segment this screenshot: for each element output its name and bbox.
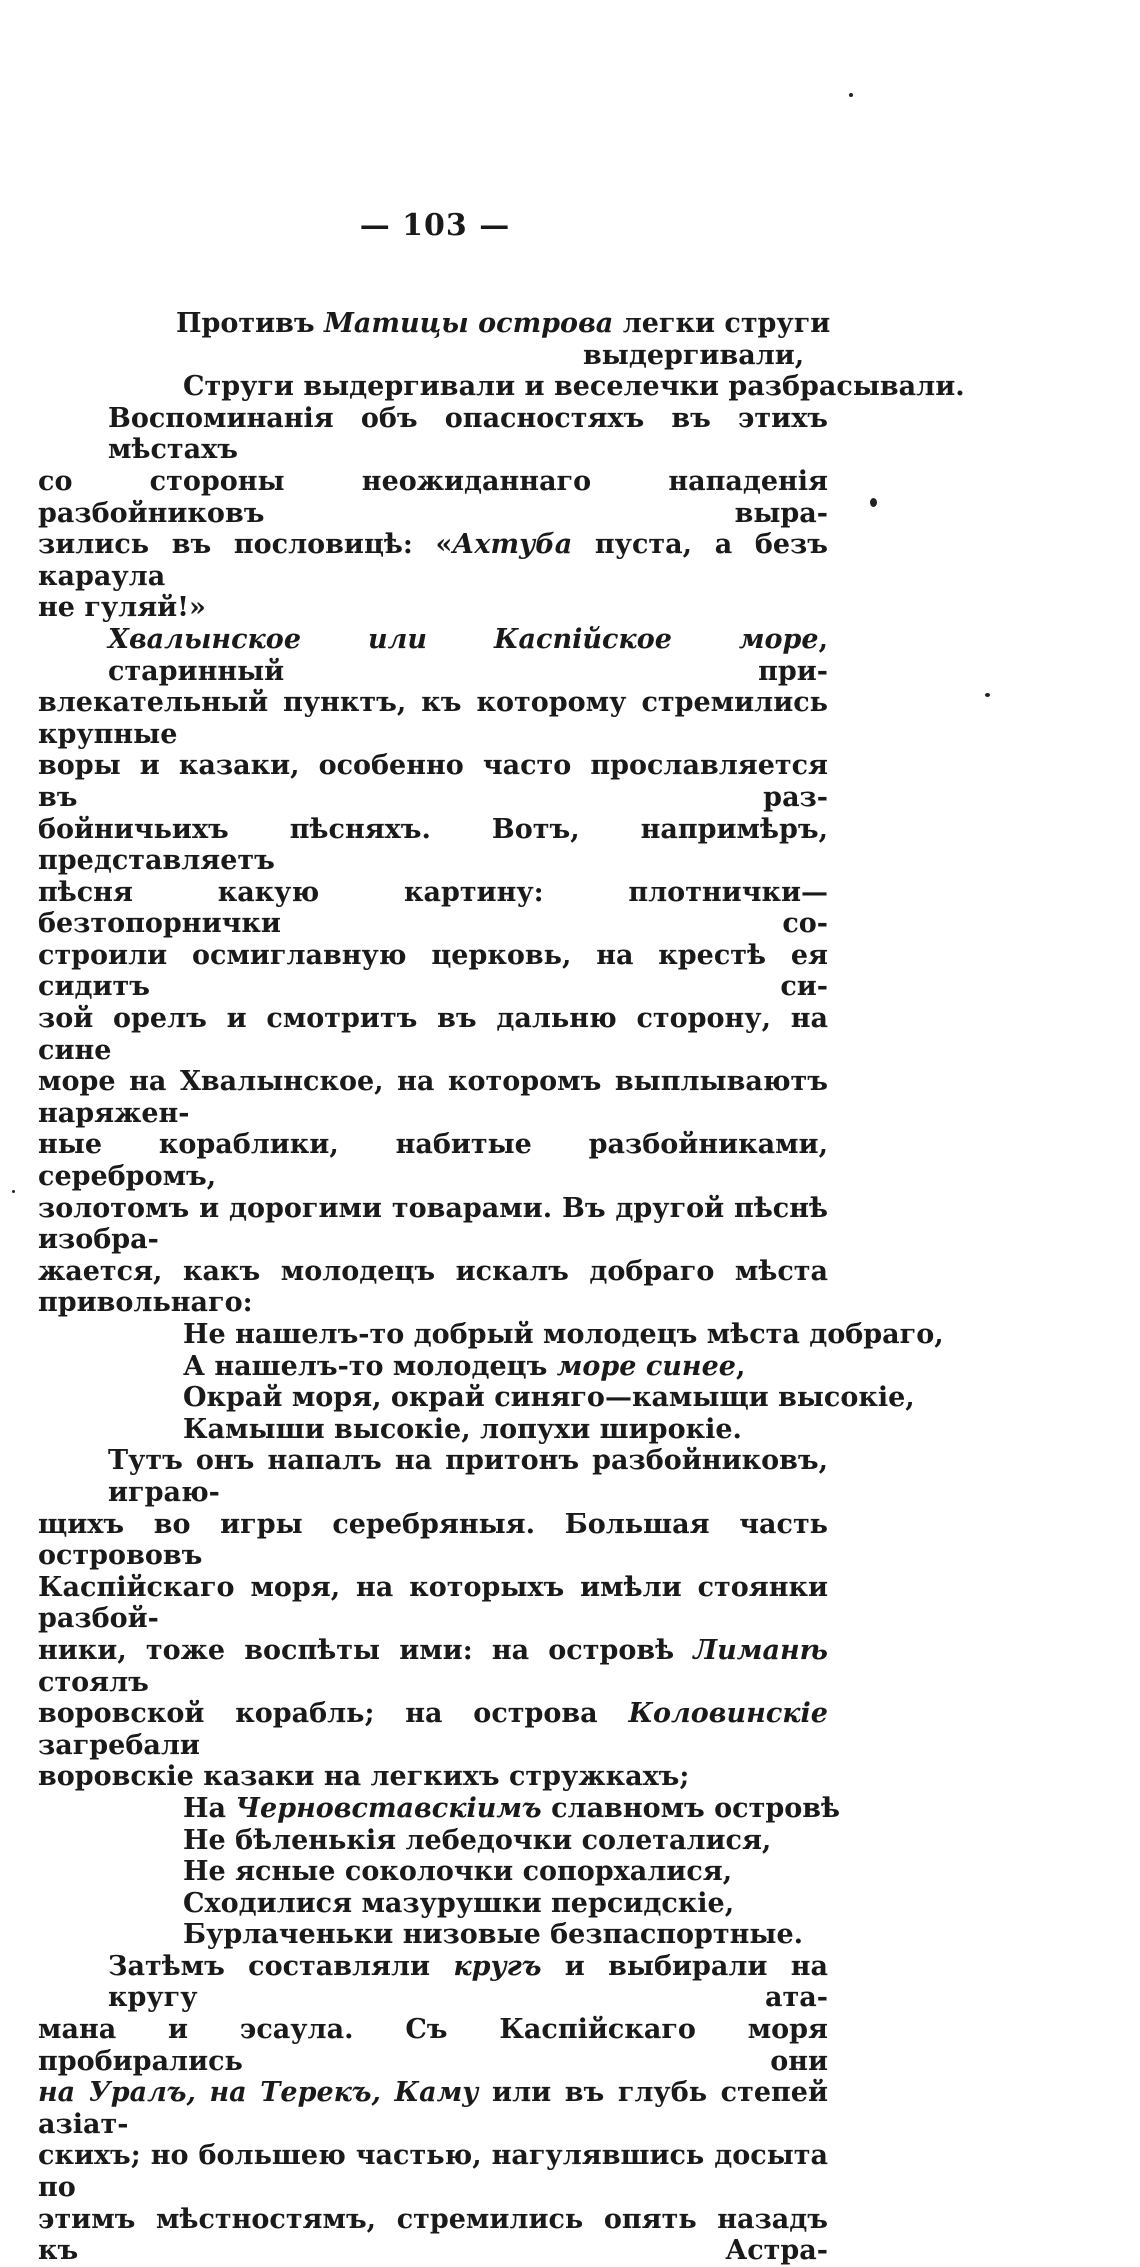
text-line [38,1761,828,1793]
text-run: золотомъ и дорогими товарами. Въ другой пѣснѣ изобра- [38,1192,828,1256]
text-run: со стороны неожиданнаго нападенія разбойниковъ выра- [38,465,828,529]
text-run: Камыши высокіе, лопухи широкіе. [183,1413,742,1445]
text-line [38,1351,828,1383]
text-line [38,371,965,403]
text-line [38,1919,828,1951]
text-run: Воспоминанія объ опасностяхъ въ этихъ мѣстахъ [108,402,828,466]
text-line [38,1825,828,1857]
text-run: мана и эсаула. Съ Каспійскаго моря пробирались они [38,2014,828,2077]
text-line [38,592,828,624]
text-run: зой орелъ и смотритъ въ дальню сторону, на сине [38,1003,828,1066]
text-run: Сходилися мазурушки персидскіе, [183,1887,735,1919]
text-line [38,1193,828,1256]
text-line [38,1129,828,1192]
text-run: Не ясные соколочки сопорхалися, [183,1856,733,1888]
text-run: пуста, а безъ караула [38,529,829,592]
italic-text: Хвалынское или Каспійское море [108,623,819,655]
text-run: славномъ островѣ [541,1792,840,1824]
text-line [38,1572,828,1635]
text-line [38,814,828,877]
text-line [38,1066,828,1129]
text-run: Не нашелъ-то добрый молодецъ мѣста добраго, [183,1319,944,1350]
italic-text: Лиманѣ [693,1634,828,1666]
text-run: бойничьихъ пѣсняхъ. Вотъ, напримѣръ, представляетъ [38,813,828,877]
text-run: скихъ; но большею частью, нагулявшись досыта по [38,2140,828,2204]
text-run: выдергивали, [583,339,805,371]
text-line [38,340,828,372]
text-run: зились въ пословицѣ: « [38,529,453,561]
text-line [38,2204,828,2267]
text-run: пѣсня какую картину: плотнички—безтопорнички со- [38,876,828,940]
text-line [38,308,831,340]
text-run: стоялъ [38,1666,149,1698]
text-line [38,877,828,940]
italic-text: Матицы острова [324,308,614,339]
text-line [38,2140,828,2203]
text-line [38,1792,840,1825]
text-run: щихъ во игры серебряныя. Большая часть острововъ [38,1508,828,1572]
text-run: воровскіе казаки на легкихъ стружкахъ; [38,1761,690,1793]
text-run: А нашелъ-то молодецъ [183,1350,557,1382]
text-run: легки струги [613,308,831,339]
text-run: Каспійскаго моря, на которыхъ имѣли стоянки разбой- [38,1571,828,1635]
text-run: не гуляй!» [38,592,206,624]
text-run: загребали [38,1729,200,1761]
text-run: Не бѣленькія лебедочки солеталися, [183,1824,772,1856]
ink-speck [12,1190,15,1193]
text-run: Тутъ онъ напалъ на притонъ разбойниковъ, играю- [108,1445,828,1508]
text-line [38,1256,828,1319]
text-run: , старинный при- [108,623,828,687]
text-run: Струги выдергивали и веселечки разбрасывали. [183,371,965,403]
text-run: Бурлаченьки низовые безпаспортные. [183,1919,804,1951]
text-run: ники, тоже воспѣты ими: на островѣ [38,1634,694,1666]
text-line [38,466,828,529]
text-run: воры и казаки, особенно часто прославляется въ раз- [38,750,828,813]
text-run: На [183,1792,236,1824]
text-run: ные кораблики, набитые разбойниками, серебромъ, [38,1129,828,1193]
italic-text: кругъ [453,1950,542,1982]
text-run: море на Хвалынское, на которомъ выплываютъ наряжен- [38,1066,828,1129]
text-run: жается, какъ молодецъ искалъ добраго мѣста привольнаго: [38,1255,828,1319]
text-line [38,940,828,1003]
text-line [38,1003,828,1066]
text-run: или въ глубь степей азіат- [38,2077,828,2140]
text-run: Окрай моря, окрай синяго—камыщи высокіе, [183,1382,915,1414]
text-line [38,403,828,466]
ink-speck [870,498,877,507]
text-line [38,1319,944,1351]
ink-speck [849,93,853,97]
ink-speck [985,693,990,697]
text-line [38,624,828,687]
text-line [38,529,828,592]
text-line [38,1382,915,1414]
italic-text: Черновставскіимъ [235,1792,542,1824]
text-line [38,2014,828,2077]
text-run: , [735,1350,746,1382]
italic-text: Коловинскіе [628,1698,828,1730]
text-line [38,1698,828,1761]
text-line [38,1856,828,1888]
text-line [38,1445,828,1508]
italic-text: Ахтуба [452,529,573,561]
text-line [38,750,828,813]
text-line [38,1509,828,1572]
text-line [38,1635,828,1698]
text-run: строили осмиглавную церковь, на крестѣ ея сидитъ си- [38,939,828,1003]
text-line [38,2077,828,2140]
text-line [38,1951,828,2014]
text-line [38,1414,828,1446]
italic-text: море синее [556,1350,736,1382]
text-run: влекательный пунктъ, къ которому стремились крупные [38,687,828,750]
italic-text: на Уралъ, на Терекъ, Каму [38,2077,479,2109]
page-number: — 103 — [359,208,511,243]
text-run: этимъ мѣстностямъ, стремились опять назадъ къ Астра- [38,2203,828,2267]
text-run: Затѣмъ составляли [108,1950,454,1982]
text-run: и выбирали на кругу ата- [108,1950,828,2014]
text-run: воровской корабль; на острова [38,1698,629,1730]
page-body-text [38,308,965,2267]
text-line [38,687,828,750]
text-line [38,1888,828,1920]
text-run: Противъ [176,308,325,339]
